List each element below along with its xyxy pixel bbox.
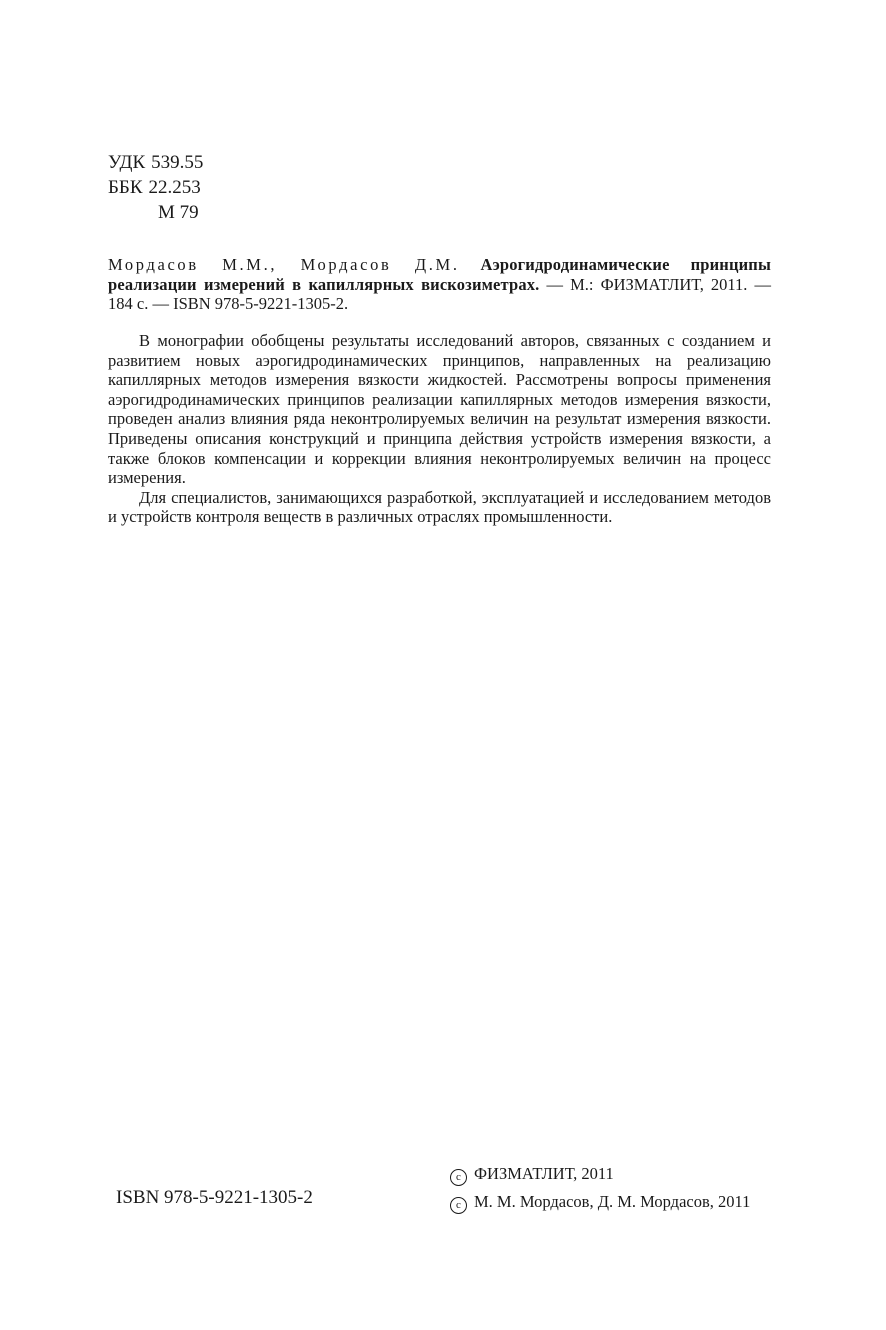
udk-line (108, 150, 203, 175)
udk-code: 539.55 (151, 152, 204, 173)
udk-label: УДК (108, 152, 146, 173)
abstract-paragraph: В монографии обобщены результаты исследований авторов, связанных с созданием и развитием новых аэрогидродинамических принципов, направленных на реализацию капиллярных методов измерения вязкости жидкостей. Рассмотрены вопросы применения аэрогидродинамических принципов реализации капиллярных методов измерения вязкости, проведен анализ влияния ряда неконтролируемых величин на результат измерения вязкости. Приведены описания конструкций и принципа действия устройств измерения вязкости, а также блоков компенсации и коррекции влияния неконтролируемых величин на процесс измерения. (108, 331, 771, 488)
authors: Мордасов М.М., Мордасов Д.М. (108, 255, 460, 274)
bibliographic-description (108, 255, 771, 314)
isbn: ISBN 978-5-9221-1305-2 (116, 1187, 313, 1208)
imprint: — М.: ФИЗМАТЛИТ, 2011. — 184 с. — ISBN 978-5-9221-1305-2. (108, 274, 771, 313)
bbk-code: 22.253 (148, 177, 201, 198)
copyright-publisher: ФИЗМАТЛИТ, 2011 (474, 1164, 614, 1183)
classification-block (108, 150, 203, 225)
copyright-icon: c (450, 1197, 467, 1214)
abstract-paragraph: Для специалистов, занимающихся разработкой, эксплуатацией и исследованием методов и устройств контроля веществ в различных отраслях промышленности. (108, 487, 771, 527)
book-title: Аэрогидродинамические принципы реализации измерений в капиллярных вискозиметрах. (108, 255, 772, 294)
copyright-authors: М. М. Мордасов, Д. М. Мордасов, 2011 (474, 1192, 751, 1211)
copyright-icon: c (450, 1169, 467, 1186)
copyright-line (450, 1188, 750, 1216)
abstract (108, 331, 771, 527)
copyright-block (450, 1160, 750, 1216)
bbk-line (108, 175, 203, 200)
copyright-line (450, 1160, 750, 1188)
bbk-label: ББК (108, 177, 143, 198)
author-mark: М 79 (158, 202, 199, 223)
